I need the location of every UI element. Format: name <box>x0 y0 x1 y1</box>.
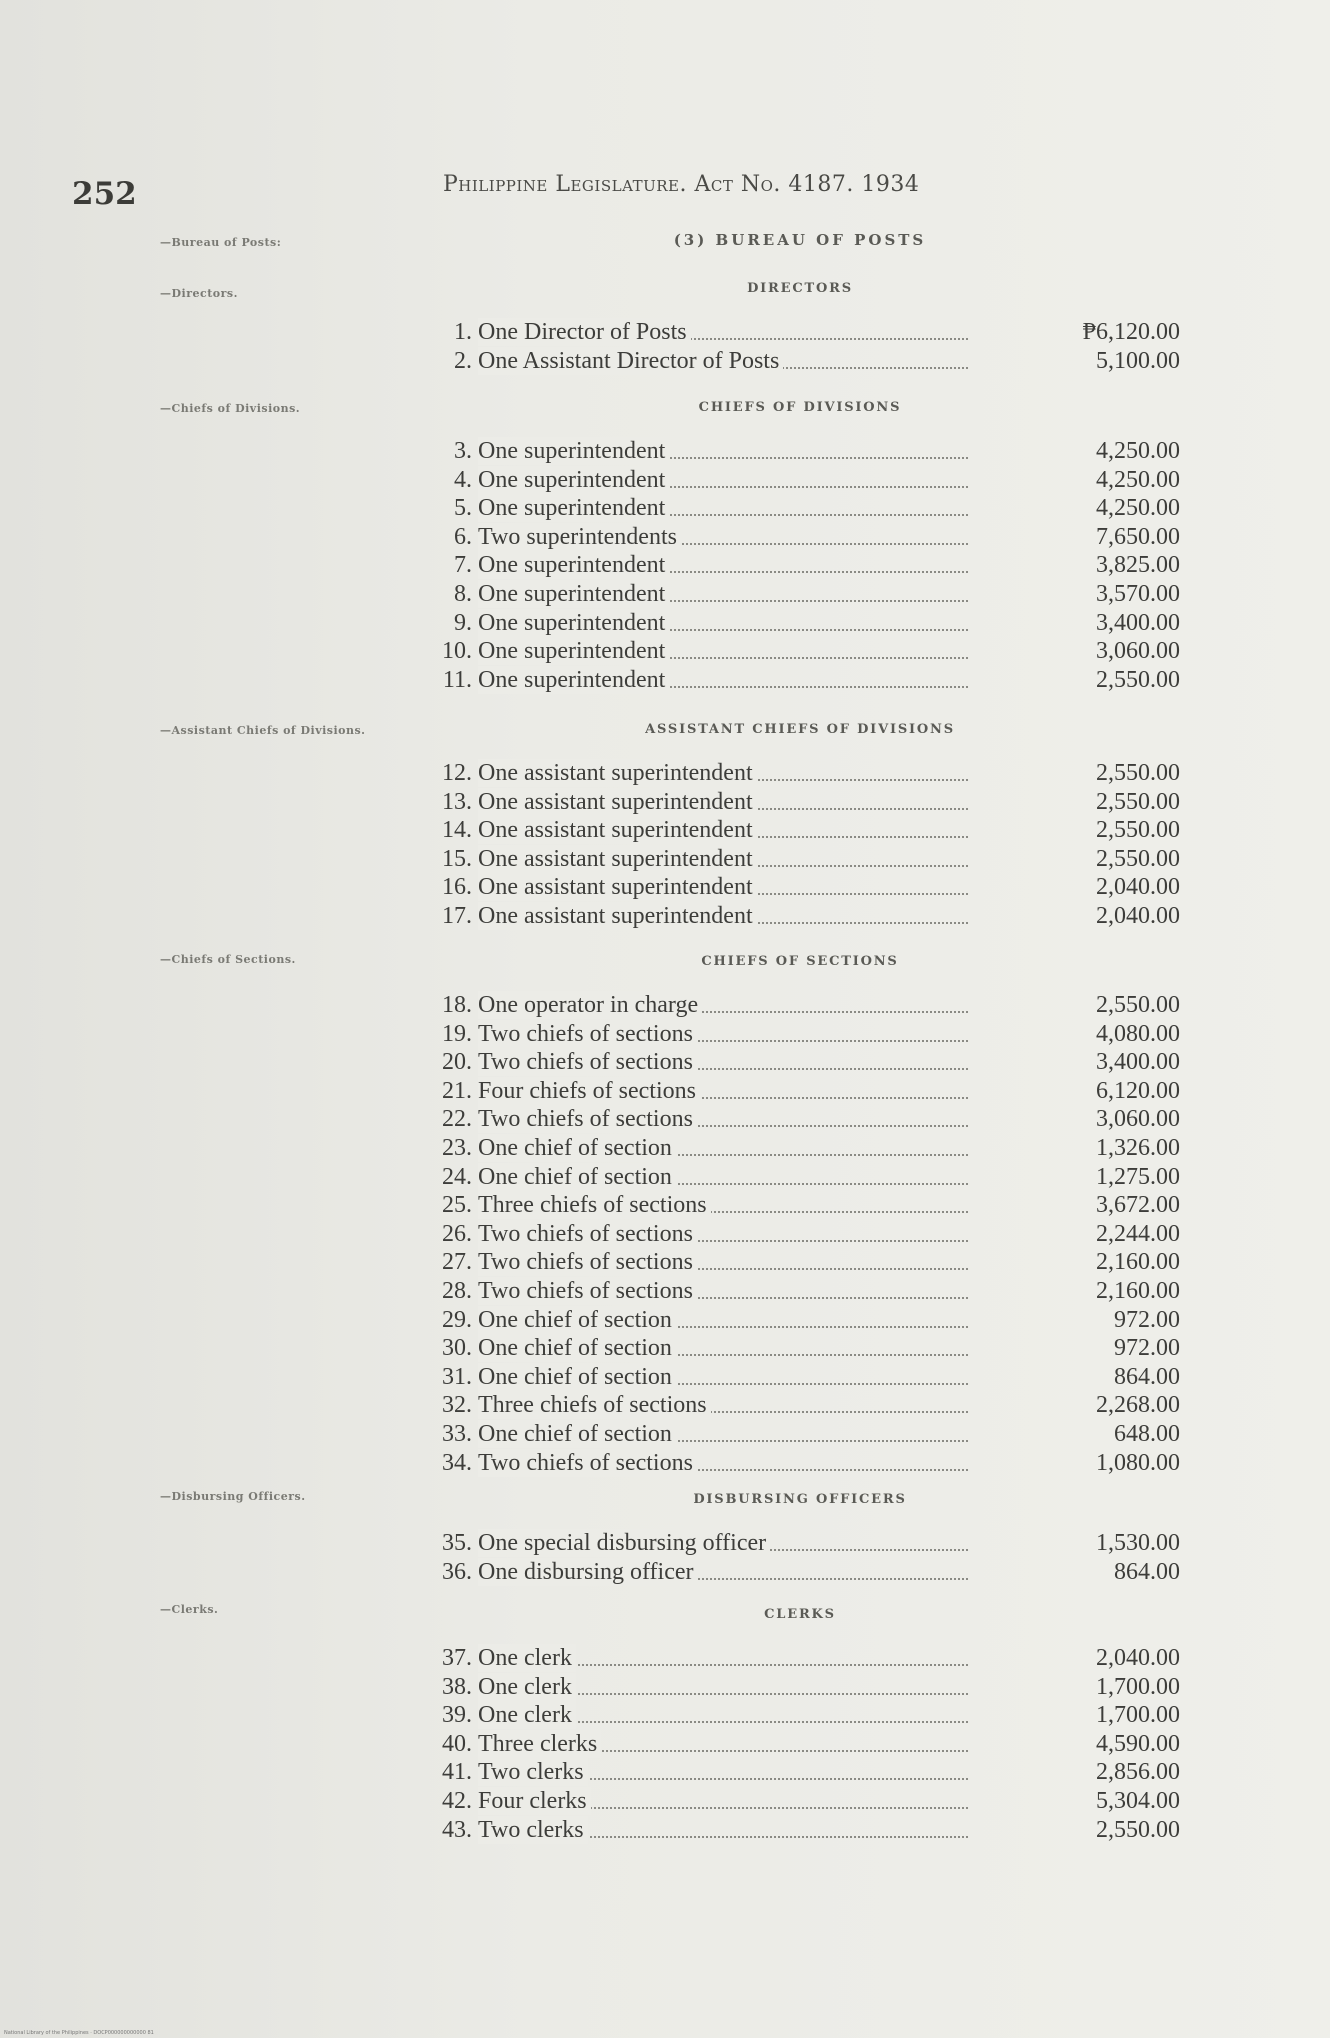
margin-note-chiefs-divisions: —Chiefs of Divisions. <box>160 402 301 415</box>
item-description: Two clerks <box>478 1816 588 1844</box>
group-heading: DIRECTORS <box>747 281 853 296</box>
item-description: One superintendent <box>478 666 669 694</box>
item-number: 33. <box>442 1421 472 1447</box>
line-item <box>420 1163 1180 1191</box>
item-number: 28. <box>442 1278 472 1304</box>
page-footer: National Library of the Philippines · DOCP000000000000 81 <box>4 2030 154 2036</box>
item-number: 11. <box>442 667 472 693</box>
item-description: One superintendent <box>478 580 669 608</box>
group-heading: CLERKS <box>764 1607 836 1622</box>
item-amount: 864.00 <box>1114 1559 1180 1585</box>
item-amount: 2,040.00 <box>1096 874 1180 900</box>
running-head: Philippine Legislature. Act No. 4187. 1934 <box>443 172 920 197</box>
line-item <box>420 1673 1180 1701</box>
item-description: One assistant superintendent <box>478 759 757 787</box>
margin-note-bureau: —Bureau of Posts: <box>160 236 282 249</box>
item-number: 17. <box>442 903 472 929</box>
line-item <box>420 1816 1180 1844</box>
item-description: Two chiefs of sections <box>478 1020 697 1048</box>
line-item <box>420 494 1180 522</box>
line-item <box>420 1758 1180 1786</box>
line-item <box>420 666 1180 694</box>
item-description: One superintendent <box>478 466 669 494</box>
item-number: 22. <box>442 1106 472 1132</box>
item-amount: 3,060.00 <box>1096 1106 1180 1132</box>
item-amount: 3,400.00 <box>1096 610 1180 636</box>
item-number: 43. <box>442 1817 472 1843</box>
item-amount: 1,275.00 <box>1096 1164 1180 1190</box>
item-amount: 2,268.00 <box>1096 1392 1180 1418</box>
line-item <box>420 347 1180 375</box>
margin-note-directors: —Directors. <box>160 287 238 300</box>
item-amount: 4,250.00 <box>1096 495 1180 521</box>
line-item <box>420 788 1180 816</box>
item-description: One chief of section <box>478 1134 676 1162</box>
line-item <box>420 551 1180 579</box>
item-amount: 1,700.00 <box>1096 1702 1180 1728</box>
item-number: 32. <box>442 1392 472 1418</box>
item-amount: 4,250.00 <box>1096 467 1180 493</box>
item-description: One assistant superintendent <box>478 845 757 873</box>
line-item <box>420 1363 1180 1391</box>
item-number: 16. <box>442 874 472 900</box>
item-number: 10. <box>442 638 472 664</box>
line-item <box>420 1701 1180 1729</box>
item-amount: ₱6,120.00 <box>1082 319 1180 345</box>
item-number: 12. <box>442 760 472 786</box>
line-item <box>420 1558 1180 1586</box>
margin-note-disbursing: —Disbursing Officers. <box>160 1490 306 1503</box>
item-number: 20. <box>442 1049 472 1075</box>
line-item <box>420 845 1180 873</box>
item-amount: 864.00 <box>1114 1364 1180 1390</box>
item-number: 19. <box>442 1021 472 1047</box>
line-item <box>420 1730 1180 1758</box>
item-description: One Director of Posts <box>478 318 691 346</box>
item-description: One assistant superintendent <box>478 788 757 816</box>
item-amount: 1,700.00 <box>1096 1674 1180 1700</box>
item-amount: 972.00 <box>1114 1335 1180 1361</box>
item-amount: 3,672.00 <box>1096 1192 1180 1218</box>
item-description: Three clerks <box>478 1730 601 1758</box>
item-number: 8. <box>454 581 472 607</box>
item-number: 4. <box>454 467 472 493</box>
item-amount: 5,100.00 <box>1096 348 1180 374</box>
item-number: 41. <box>442 1759 472 1785</box>
item-amount: 2,856.00 <box>1096 1759 1180 1785</box>
item-number: 29. <box>442 1307 472 1333</box>
item-description: One assistant superintendent <box>478 873 757 901</box>
item-description: One chief of section <box>478 1163 676 1191</box>
item-number: 15. <box>442 846 472 872</box>
line-item <box>420 1077 1180 1105</box>
item-amount: 4,590.00 <box>1096 1731 1180 1757</box>
item-amount: 648.00 <box>1114 1421 1180 1447</box>
item-description: One clerk <box>478 1701 576 1729</box>
item-amount: 3,825.00 <box>1096 552 1180 578</box>
item-description: One superintendent <box>478 609 669 637</box>
page-number: 252 <box>72 176 137 212</box>
item-number: 9. <box>454 610 472 636</box>
line-item <box>420 580 1180 608</box>
item-description: Two chiefs of sections <box>478 1277 697 1305</box>
line-item <box>420 873 1180 901</box>
item-number: 18. <box>442 992 472 1018</box>
line-item <box>420 1191 1180 1219</box>
item-description: One superintendent <box>478 437 669 465</box>
item-description: Four chiefs of sections <box>478 1077 700 1105</box>
item-amount: 2,040.00 <box>1096 903 1180 929</box>
item-number: 2. <box>454 348 472 374</box>
item-description: Three chiefs of sections <box>478 1391 711 1419</box>
item-amount: 5,304.00 <box>1096 1788 1180 1814</box>
item-amount: 2,550.00 <box>1096 789 1180 815</box>
item-number: 21. <box>442 1078 472 1104</box>
line-item <box>420 1529 1180 1557</box>
item-number: 37. <box>442 1645 472 1671</box>
item-amount: 4,250.00 <box>1096 438 1180 464</box>
item-description: Two clerks <box>478 1758 588 1786</box>
line-item <box>420 1105 1180 1133</box>
item-amount: 3,570.00 <box>1096 581 1180 607</box>
item-description: One disbursing officer <box>478 1558 698 1586</box>
line-item <box>420 1248 1180 1276</box>
item-description: Four clerks <box>478 1787 591 1815</box>
item-amount: 3,400.00 <box>1096 1049 1180 1075</box>
item-description: One assistant superintendent <box>478 816 757 844</box>
line-item <box>420 523 1180 551</box>
item-description: One superintendent <box>478 551 669 579</box>
item-amount: 972.00 <box>1114 1307 1180 1333</box>
item-amount: 6,120.00 <box>1096 1078 1180 1104</box>
item-number: 42. <box>442 1788 472 1814</box>
line-item <box>420 902 1180 930</box>
item-number: 24. <box>442 1164 472 1190</box>
item-number: 3. <box>454 438 472 464</box>
item-description: One operator in charge <box>478 991 702 1019</box>
item-description: Two chiefs of sections <box>478 1248 697 1276</box>
item-number: 23. <box>442 1135 472 1161</box>
item-amount: 1,080.00 <box>1096 1450 1180 1476</box>
item-number: 7. <box>454 552 472 578</box>
item-number: 40. <box>442 1731 472 1757</box>
item-number: 26. <box>442 1221 472 1247</box>
item-amount: 4,080.00 <box>1096 1021 1180 1047</box>
item-description: One special disbursing officer <box>478 1529 770 1557</box>
item-amount: 2,550.00 <box>1096 667 1180 693</box>
item-number: 5. <box>454 495 472 521</box>
line-item <box>420 1449 1180 1477</box>
item-amount: 2,244.00 <box>1096 1221 1180 1247</box>
item-amount: 2,160.00 <box>1096 1278 1180 1304</box>
margin-note-clerks: —Clerks. <box>160 1603 219 1616</box>
line-item <box>420 1420 1180 1448</box>
line-item <box>420 1334 1180 1362</box>
item-number: 1. <box>454 319 472 345</box>
item-description: One chief of section <box>478 1334 676 1362</box>
item-number: 39. <box>442 1702 472 1728</box>
item-amount: 1,530.00 <box>1096 1530 1180 1556</box>
item-description: One chief of section <box>478 1420 676 1448</box>
line-item <box>420 816 1180 844</box>
item-description: Two chiefs of sections <box>478 1105 697 1133</box>
group-heading: CHIEFS OF SECTIONS <box>701 954 899 969</box>
item-amount: 1,326.00 <box>1096 1135 1180 1161</box>
item-number: 35. <box>442 1530 472 1556</box>
item-amount: 2,040.00 <box>1096 1645 1180 1671</box>
line-item <box>420 609 1180 637</box>
item-description: One clerk <box>478 1644 576 1672</box>
item-description: One superintendent <box>478 494 669 522</box>
item-number: 31. <box>442 1364 472 1390</box>
line-item <box>420 1306 1180 1334</box>
item-amount: 2,550.00 <box>1096 992 1180 1018</box>
item-description: One assistant superintendent <box>478 902 757 930</box>
item-number: 34. <box>442 1450 472 1476</box>
item-number: 6. <box>454 524 472 550</box>
item-description: Two superintendents <box>478 523 681 551</box>
item-number: 36. <box>442 1559 472 1585</box>
item-amount: 2,550.00 <box>1096 1817 1180 1843</box>
item-description: One clerk <box>478 1673 576 1701</box>
item-amount: 2,550.00 <box>1096 846 1180 872</box>
item-description: One Assistant Director of Posts <box>478 347 783 375</box>
item-description: One chief of section <box>478 1363 676 1391</box>
item-number: 30. <box>442 1335 472 1361</box>
item-description: Two chiefs of sections <box>478 1220 697 1248</box>
group-heading: ASSISTANT CHIEFS OF DIVISIONS <box>645 722 955 737</box>
line-item <box>420 1220 1180 1248</box>
item-number: 27. <box>442 1249 472 1275</box>
margin-note-chiefs-sections: —Chiefs of Sections. <box>160 953 296 966</box>
section-title: (3) BUREAU OF POSTS <box>673 231 927 249</box>
line-item <box>420 1277 1180 1305</box>
item-number: 13. <box>442 789 472 815</box>
margin-note-assistant-chiefs: —Assistant Chiefs of Divisions. <box>160 724 366 737</box>
item-description: One chief of section <box>478 1306 676 1334</box>
line-item <box>420 466 1180 494</box>
line-item <box>420 1020 1180 1048</box>
item-number: 38. <box>442 1674 472 1700</box>
item-amount: 2,160.00 <box>1096 1249 1180 1275</box>
line-item <box>420 1048 1180 1076</box>
line-item <box>420 1787 1180 1815</box>
item-amount: 2,550.00 <box>1096 817 1180 843</box>
item-amount: 2,550.00 <box>1096 760 1180 786</box>
item-description: Two chiefs of sections <box>478 1449 697 1477</box>
line-item <box>420 637 1180 665</box>
line-item <box>420 1134 1180 1162</box>
item-number: 14. <box>442 817 472 843</box>
group-heading: DISBURSING OFFICERS <box>693 1492 907 1507</box>
item-description: One superintendent <box>478 637 669 665</box>
line-item <box>420 759 1180 787</box>
item-number: 25. <box>442 1192 472 1218</box>
item-amount: 3,060.00 <box>1096 638 1180 664</box>
group-heading: CHIEFS OF DIVISIONS <box>698 400 902 415</box>
line-item <box>420 437 1180 465</box>
line-item <box>420 1644 1180 1672</box>
line-item <box>420 1391 1180 1419</box>
item-description: Two chiefs of sections <box>478 1048 697 1076</box>
line-item <box>420 318 1180 346</box>
item-amount: 7,650.00 <box>1096 524 1180 550</box>
item-description: Three chiefs of sections <box>478 1191 711 1219</box>
line-item <box>420 991 1180 1019</box>
